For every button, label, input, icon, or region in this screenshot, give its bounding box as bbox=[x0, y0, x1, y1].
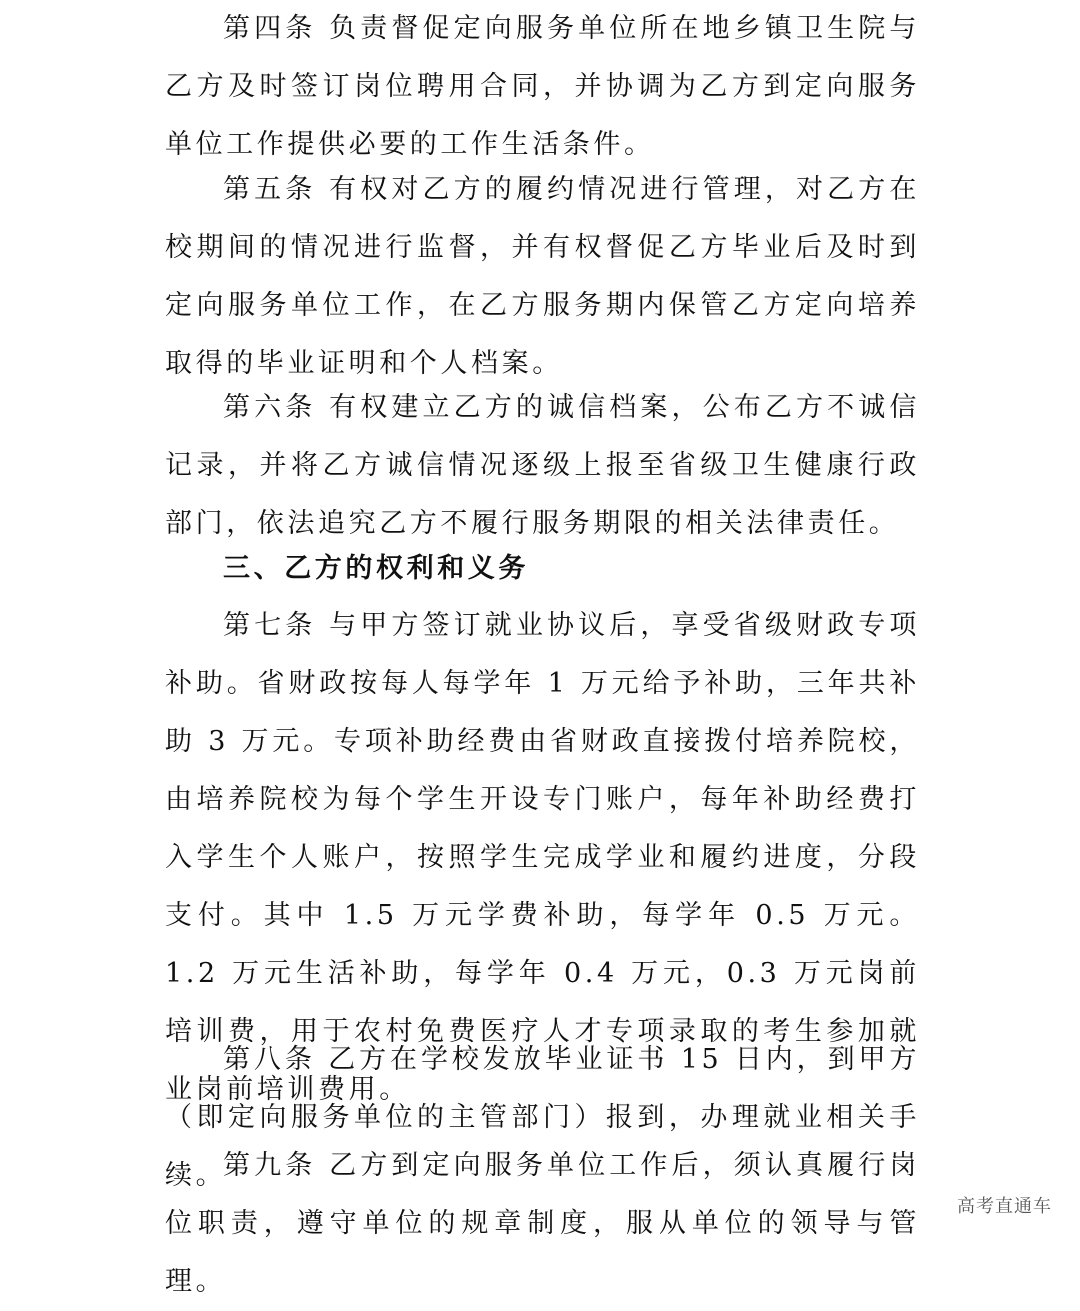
section-heading: 三、乙方的权利和义务 bbox=[223, 553, 529, 584]
article-9-paragraph: 第九条 乙方到定向服务单位工作后，须认真履行岗位职责，遵守单位的规章制度，服从单位的领导与管理。 bbox=[165, 1150, 920, 1297]
watermark-text: 高考直通车 bbox=[957, 1196, 1052, 1217]
article-4-paragraph: 第四条 负责督促定向服务单位所在地乡镇卫生院与乙方及时签订岗位聘用合同，并协调为乙方到定向服务单位工作提供必要的工作生活条件。 bbox=[165, 13, 920, 160]
article-6-paragraph: 第六条 有权建立乙方的诚信档案，公布乙方不诚信记录，并将乙方诚信情况逐级上报至省级卫生健康行政部门，依法追究乙方不履行服务期限的相关法律责任。 bbox=[165, 392, 920, 539]
article-5-paragraph: 第五条 有权对乙方的履约情况进行管理，对乙方在校期间的情况进行监督，并有权督促乙方毕业后及时到定向服务单位工作，在乙方服务期内保管乙方定向培养取得的毕业证明和个人档案。 bbox=[165, 174, 920, 379]
article-7-paragraph: 第七条 与甲方签订就业协议后，享受省级财政专项补助。省财政按每人每学年 1 万元给予补助，三年共补助 3 万元。专项补助经费由省财政直接拨付培养院校，由培养院校为每个学生开设专门账户，每年补助经费打入学生个人账户，按照学生完成学业和履约进度，分段支付。其中 1.5 万元学费补助，每学年 0.5 万元。1.2 万元生活补助，每学年 0.4 万元，0.3 万元岗前培训费，用于农村免费医疗人才专项录取的考生参加就业岗前培训费用。 bbox=[165, 610, 920, 1105]
article-8-paragraph: 第八条 乙方在学校发放毕业证书 15 日内，到甲方（即定向服务单位的主管部门）报到，办理就业相关手续。 bbox=[165, 1044, 920, 1191]
